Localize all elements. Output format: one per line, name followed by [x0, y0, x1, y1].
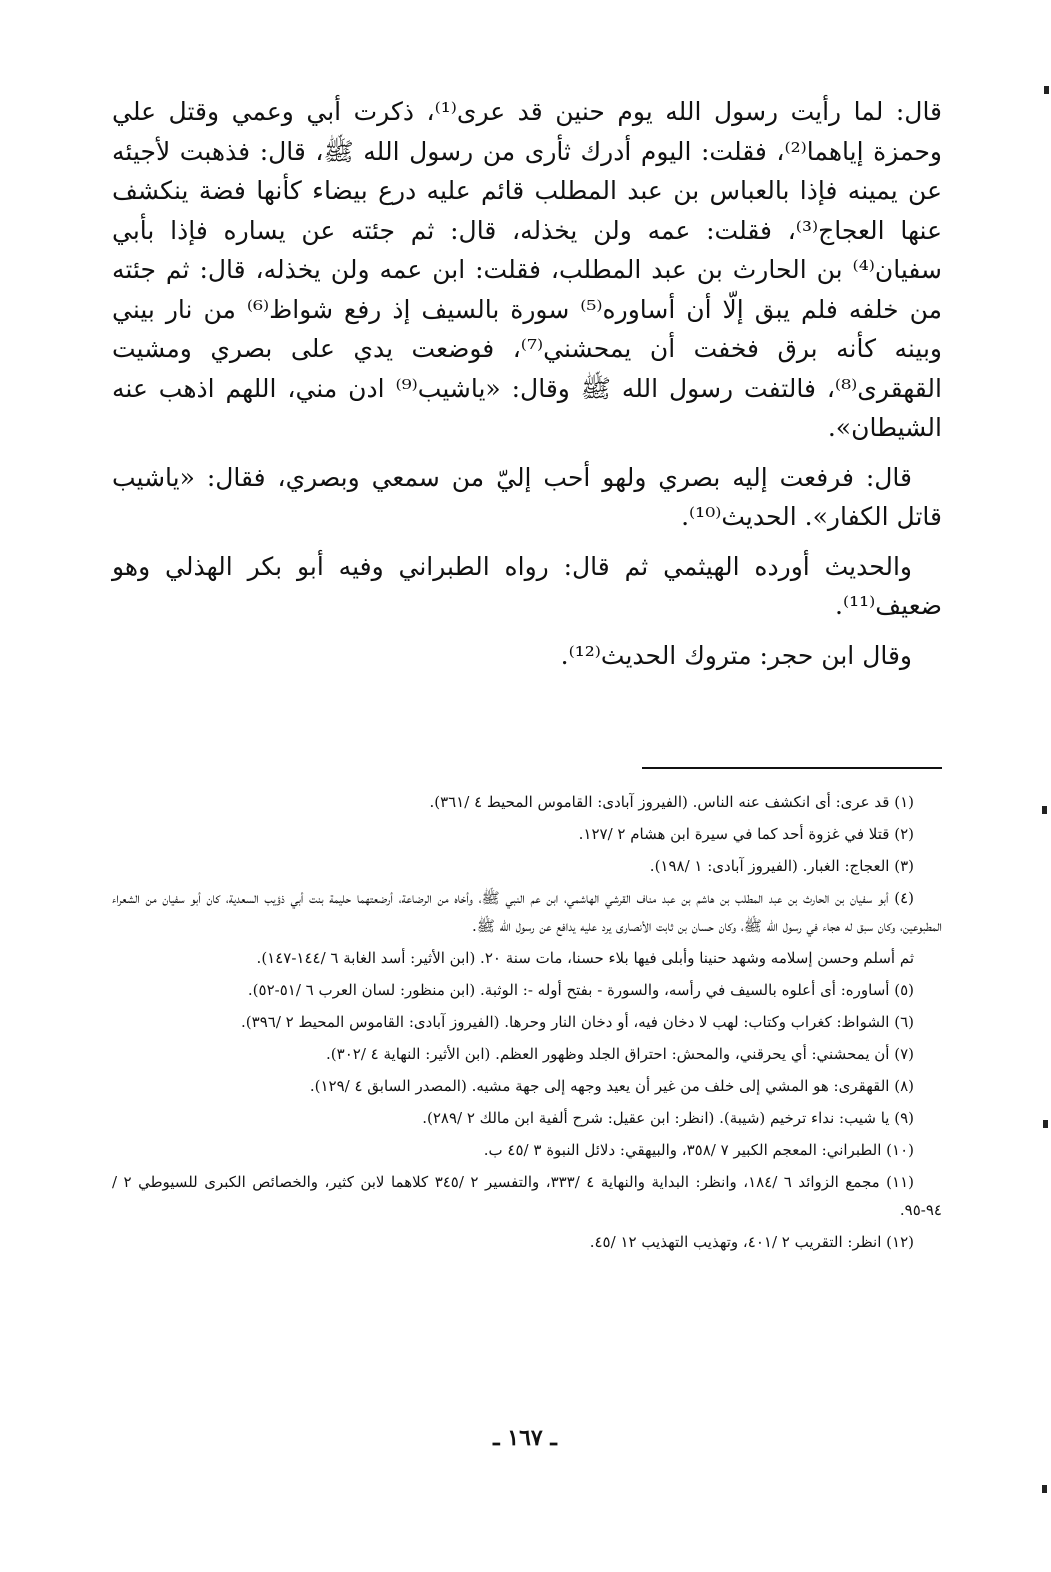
page-number: ـ ١٦٧ ـ	[493, 1425, 557, 1451]
main-paragraph-4: وقال ابن حجر: متروك الحديث⁽¹²⁾.	[560, 640, 912, 670]
scan-edge-mark-top	[1044, 86, 1049, 94]
footnote-9: (٩) يا شيب: نداء ترخيم (شيبة). (انظر: ابن عقيل: شرح ألفية ابن مالك ٢ /٢٨٩).	[422, 1109, 914, 1127]
footnote-4: (٤) أبو سفيان بن الحارث بن عبد المطلب بن هاشم بن عبد مناف القرشي الهاشمي، ابن عم النبي ﷺ، وأخاه من الرضاعة، أرضعتهما حليمة بنت أبي ذؤيب السعدية، كان أبو سفيان من الشعراء المطبوعين، وكان سبق له هجاء في رسول الله ﷺ، وكان حسان بن ثابت الأنصارى يرد عليه يدافع عن رسول الله ﷺ.	[112, 889, 942, 935]
scan-edge-mark-middle	[1042, 806, 1047, 814]
footnote-6: (٦) الشواظ: كغراب وكتاب: لهب لا دخان فيه، أو دخان النار وحرها. (الفيروز آبادى: القاموس المحيط ٢ /٣٩٦).	[241, 1013, 914, 1031]
scan-edge-mark-lower	[1043, 1120, 1048, 1128]
footnote-10: (١٠) الطبراني: المعجم الكبير ٧ /٣٥٨، والبيهقي: دلائل النبوة ٣ /٤٥ ب.	[483, 1141, 914, 1159]
footnote-12: (١٢) انظر: التقريب ٢ /٤٠١، وتهذيب التهذيب ١٢ /٤٥.	[589, 1233, 914, 1251]
scan-edge-mark-bottom	[1042, 1485, 1047, 1493]
footnote-8: (٨) القهقرى: هو المشي إلى خلف من غير أن يعيد وجهه إلى جهة مشيه. (المصدر السابق ٤ /١٢٩).	[309, 1077, 914, 1095]
footnotes	[112, 788, 942, 1260]
footnote-11: (١١) مجمع الزوائد ٦ /١٨٤، وانظر: البداية والنهاية ٤ /٣٣٣، والتفسير ٢ /٣٤٥ كلاهما لابن كثير، والخصائص الكبرى للسيوطي ٢ /٩٤-٩٥.	[112, 1173, 942, 1219]
main-text	[112, 92, 942, 685]
footnote-1: (١) قد عرى: أى انكشف عنه الناس. (الفيروز آبادى: القاموس المحيط ٤ /٣٦١).	[429, 793, 914, 811]
footnote-7: (٧) أن يمحشني: أي يحرقني، والمحش: احتراق الجلد وظهور العظم. (ابن الأثير: النهاية ٤ /٣٠٢).	[326, 1045, 914, 1063]
main-paragraph-1: قال: لما رأيت رسول الله يوم حنين قد عرى⁽¹⁾، ذكرت أبي وعمي وقتل علي وحمزة إياهما⁽²⁾، فقلت: اليوم أدرك ثأرى من رسول الله ﷺ، قال: فذهبت لأجيئه عن يمينه فإذا بالعباس بن عبد المطلب قائم عليه درع بيضاء كأنها فضة ينكشف عنها العجاج⁽³⁾، فقلت: عمه ولن يخذله، قال: ثم جئته عن يساره فإذا بأبي سفيان⁽⁴⁾ بن الحارث بن عبد المطلب، فقلت: ابن عمه ولن يخذله، قال: ثم جئته من خلفه فلم يبق إلّا أن أساوره⁽⁵⁾ سورة بالسيف إذ رفع شواظ⁽⁶⁾ من نار بيني وبينه كأنه برق فخفت أن يمحشني⁽⁷⁾، فوضعت يدي على بصري ومشيت القهقرى⁽⁸⁾، فالتفت رسول الله ﷺ وقال: «ياشيب⁽⁹⁾ ادن مني، اللهم اذهب عنه الشيطان».	[112, 97, 943, 442]
footnote-divider	[642, 767, 942, 769]
footnote-5: (٥) أساوره: أى أعلوه بالسيف في رأسه، والسورة - بفتح أوله -: الوثبة. (ابن منظور: لسان العرب ٦ /٥١-٥٢).	[247, 981, 914, 999]
footnote-3: (٣) العجاج: الغبار. (الفيروز آبادى: ١ /١٩٨).	[649, 857, 914, 875]
footnote-2: (٢) قتلا في غزوة أحد كما في سيرة ابن هشام ٢ /١٢٧.	[578, 825, 914, 843]
main-paragraph-3: والحديث أورده الهيثمي ثم قال: رواه الطبراني وفيه أبو بكر الهذلي وهو ضعيف⁽¹¹⁾.	[112, 551, 942, 620]
main-paragraph-2: قال: فرفعت إليه بصري ولهو أحب إليّ من سمعي وبصري، فقال: «ياشيب قاتل الكفار». الحديث⁽¹⁰⁾.	[112, 462, 942, 531]
footnote-4-continuation: ثم أسلم وحسن إسلامه وشهد حنينا وأبلى فيها بلاء حسنا، مات سنة ٢٠. (ابن الأثير: أسد الغابة ٦ /١٤٤-١٤٧).	[256, 949, 914, 967]
